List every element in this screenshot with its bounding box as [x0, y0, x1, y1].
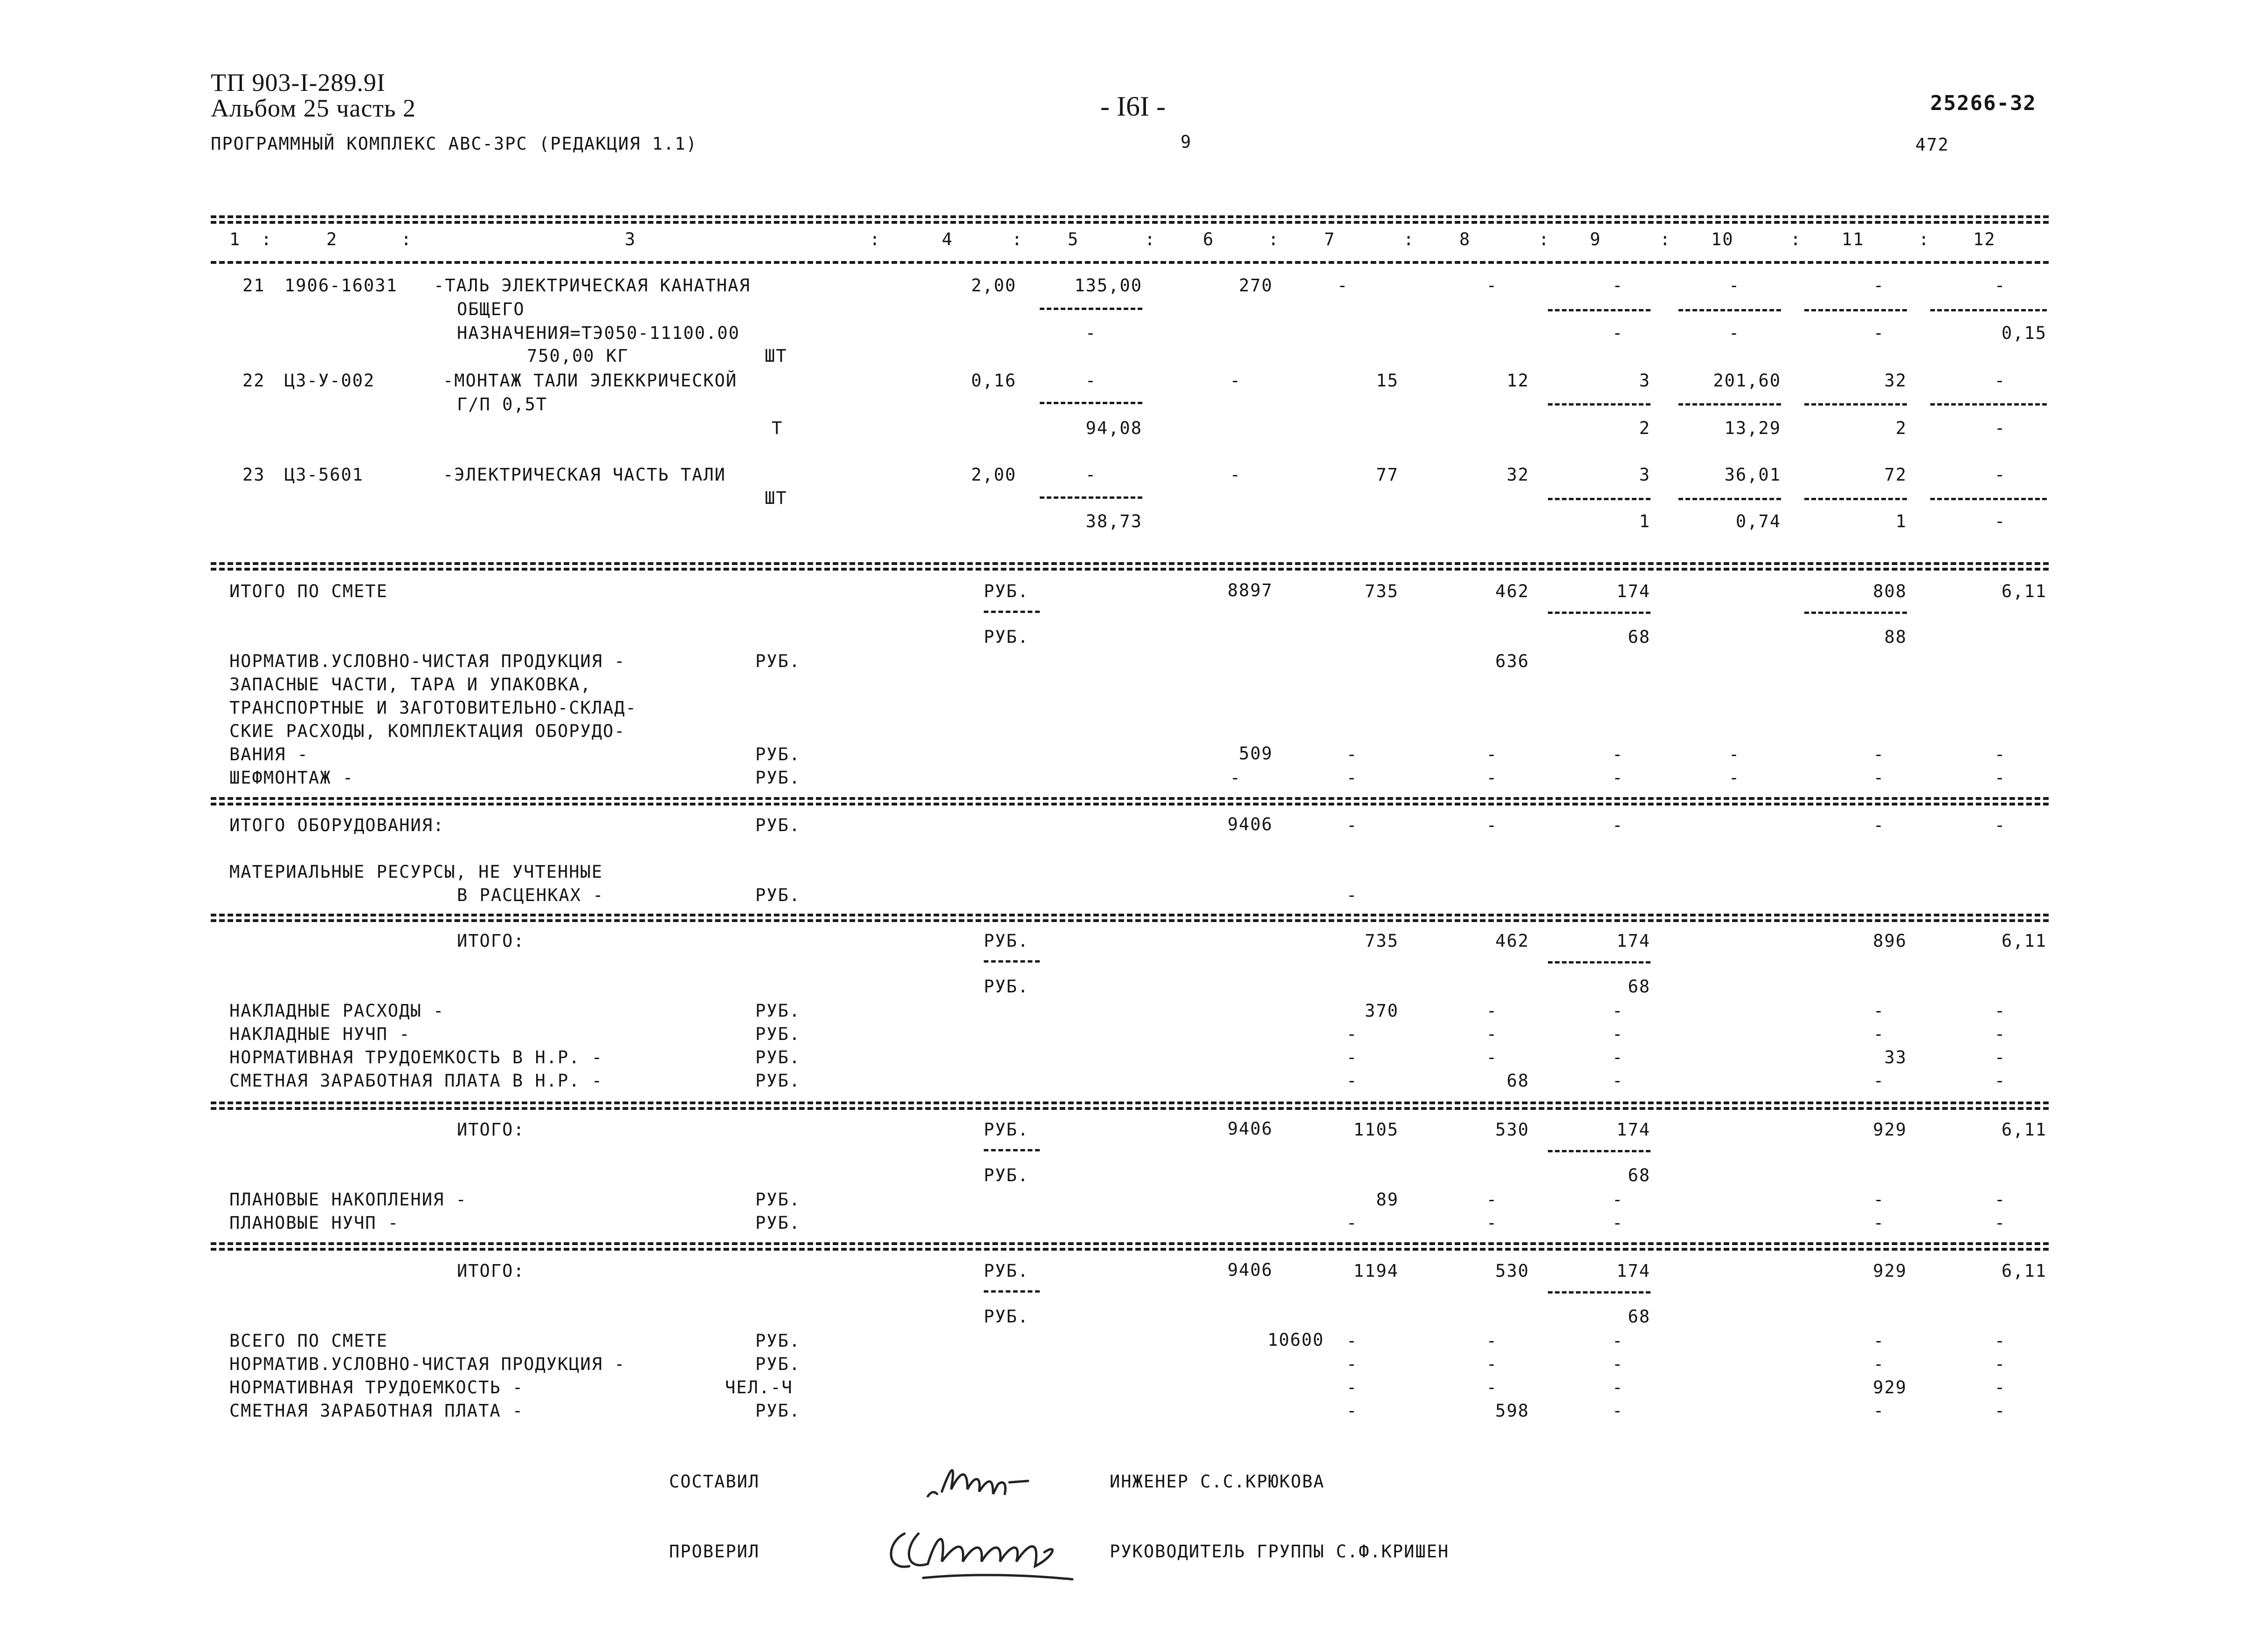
overhead-label: НАКЛАДНЫЕ НУЧП -	[229, 1024, 411, 1044]
section-rule	[211, 1101, 2049, 1104]
row-c12: -	[1994, 465, 2006, 485]
total-c6: 9406	[1227, 1260, 1273, 1280]
overhead-c8: 68	[1506, 1071, 1529, 1091]
row-quantity: 2,00	[971, 275, 1016, 296]
column-header: 9	[1590, 229, 1602, 249]
spares-line: ТРАНСПОРТНЫЕ И ЗАГОТОВИТЕЛЬНО-СКЛАД-	[229, 698, 637, 718]
total-unit: РУБ.	[984, 1120, 1029, 1140]
empty-cell: -	[1346, 1401, 1358, 1421]
row-number: 23	[242, 465, 265, 485]
empty-cell: -	[1873, 1354, 1885, 1374]
empty-cell: -	[1873, 1331, 1885, 1351]
cell-divider	[1548, 1150, 1650, 1152]
cell-divider	[1930, 309, 2047, 311]
row-c5b: 94,08	[1085, 418, 1142, 438]
empty-cell: -	[1486, 815, 1498, 835]
empty-cell: -	[1873, 1190, 1885, 1210]
total-c7: 1194	[1353, 1261, 1399, 1281]
row-c10b: -	[1728, 323, 1740, 343]
compiled-signature	[923, 1457, 1044, 1508]
empty-cell: -	[1486, 1001, 1498, 1021]
cell-divider	[1548, 498, 1650, 500]
empty-cell: -	[1994, 1377, 2006, 1397]
row-c10: 36,01	[1724, 465, 1781, 485]
total-c9b: 68	[1628, 1165, 1650, 1185]
table-top-rule	[211, 215, 2049, 218]
equipment-total-title: ИТОГО ОБОРУДОВАНИЯ:	[229, 815, 445, 835]
empty-cell: -	[1994, 815, 2006, 835]
empty-cell: -	[1486, 1331, 1498, 1351]
row-c10b: 13,29	[1724, 418, 1781, 438]
column-separator: :	[1268, 229, 1280, 249]
cell-divider	[1040, 402, 1142, 404]
summary-c6: 8897	[1227, 580, 1273, 600]
row-quantity: 2,00	[971, 465, 1016, 485]
materials-line: В РАСЦЕНКАХ -	[457, 885, 604, 905]
spares-c6: 509	[1239, 743, 1273, 764]
overhead-label: СМЕТНАЯ ЗАРАБОТНАЯ ПЛАТА В Н.Р. -	[229, 1071, 603, 1091]
planned-label: ПЛАНОВЫЕ НАКОПЛЕНИЯ -	[229, 1190, 467, 1210]
total-c9b: 68	[1628, 1307, 1650, 1327]
section-rule	[211, 562, 2049, 565]
row-name-line: -ТАЛЬ ЭЛЕКТРИЧЕСКАЯ КАНАТНАЯ	[434, 275, 751, 296]
total-c11: 896	[1873, 931, 1907, 951]
total-c9: 174	[1616, 1120, 1650, 1140]
empty-cell: -	[1994, 1331, 2006, 1351]
empty-cell: -	[1486, 1024, 1498, 1044]
materials-unit: РУБ.	[755, 885, 801, 905]
empty-cell: -	[1728, 768, 1740, 788]
row-name-line: НАЗНАЧЕНИЯ=ТЭ050-11100.00	[457, 323, 740, 343]
row-c11: -	[1873, 275, 1885, 296]
empty-cell: -	[1486, 1354, 1498, 1374]
total-unit-2: РУБ.	[984, 1307, 1029, 1327]
summary-title: ИТОГО ПО СМЕТЕ	[229, 581, 388, 601]
empty-cell: -	[1346, 1213, 1358, 1233]
empty-cell: -	[1994, 1001, 2006, 1021]
row-c9b: -	[1612, 323, 1624, 343]
empty-cell: -	[1994, 1024, 2006, 1044]
empty-cell: -	[1873, 744, 1885, 764]
total-c8: 530	[1495, 1261, 1529, 1281]
row-c5: 135,00	[1074, 275, 1142, 296]
empty-cell: -	[1486, 1047, 1498, 1067]
overhead-unit: РУБ.	[755, 1071, 801, 1091]
empty-cell: -	[1612, 1401, 1624, 1421]
empty-cell: -	[1346, 885, 1358, 905]
empty-cell: -	[1346, 1377, 1358, 1397]
row-c11b: 2	[1895, 418, 1907, 438]
row-c8: -	[1486, 275, 1498, 296]
row-c7: 15	[1376, 371, 1399, 391]
empty-cell: -	[1994, 768, 2006, 788]
overhead-unit: РУБ.	[755, 1001, 801, 1021]
final-c8: 598	[1495, 1401, 1529, 1421]
row-c9: -	[1612, 275, 1624, 296]
column-header: 11	[1842, 229, 1864, 249]
row-c12: -	[1994, 275, 2006, 296]
row-unit: Т	[772, 418, 783, 438]
planned-c7: 89	[1376, 1190, 1399, 1210]
cell-divider	[1930, 498, 2047, 500]
empty-cell: -	[1612, 1377, 1624, 1397]
empty-cell: -	[1612, 1190, 1624, 1210]
row-name-line: -МОНТАЖ ТАЛИ ЭЛЕККРИЧЕСКОЙ	[443, 371, 738, 391]
empty-cell: -	[1873, 1024, 1885, 1044]
summary-c11b: 88	[1884, 627, 1907, 647]
column-separator: :	[1145, 229, 1156, 249]
planned-unit: РУБ.	[755, 1190, 801, 1210]
sheet-number: 9	[1181, 132, 1192, 152]
column-separator: :	[870, 229, 881, 249]
row-code: Ц3-У-002	[284, 371, 375, 391]
row-c7: 77	[1376, 465, 1399, 485]
cell-divider	[1678, 309, 1781, 311]
row-c5b: -	[1085, 323, 1097, 343]
column-header: 5	[1068, 229, 1079, 249]
empty-cell: -	[1612, 1213, 1624, 1233]
empty-cell: -	[1994, 1213, 2006, 1233]
overhead-unit: РУБ.	[755, 1047, 801, 1067]
overhead-label: НОРМАТИВНАЯ ТРУДОЕМКОСТЬ В Н.Р. -	[229, 1047, 603, 1067]
row-c12: -	[1994, 371, 2006, 391]
equipment-total-c6: 9406	[1227, 814, 1273, 834]
row-c11: 32	[1884, 371, 1907, 391]
empty-cell: -	[1612, 768, 1624, 788]
empty-cell: -	[1346, 1024, 1358, 1044]
row-c10: 201,60	[1713, 371, 1781, 391]
final-label: СМЕТНАЯ ЗАРАБОТНАЯ ПЛАТА -	[229, 1401, 524, 1421]
row-c9: 3	[1639, 371, 1650, 391]
empty-cell: -	[1873, 1213, 1885, 1233]
shefmontazh-label: ШЕФМОНТАЖ -	[229, 768, 354, 788]
row-name-line: 750,00 КГ	[527, 346, 629, 366]
row-c7: -	[1337, 275, 1349, 296]
empty-cell: -	[1873, 768, 1885, 788]
overhead-c11: 33	[1884, 1047, 1907, 1067]
column-separator: :	[261, 229, 273, 249]
cell-divider	[1678, 403, 1781, 406]
shefmontazh-unit: РУБ.	[755, 768, 801, 788]
document-number: 25266-32	[1930, 91, 2037, 115]
empty-cell: -	[1994, 1354, 2006, 1374]
row-c10: -	[1728, 275, 1740, 296]
empty-cell: -	[1612, 1354, 1624, 1374]
cell-divider	[1804, 498, 1907, 500]
final-unit: РУБ.	[755, 1331, 801, 1351]
album-label: Альбом 25 часть 2	[211, 94, 416, 122]
empty-cell: -	[1873, 1401, 1885, 1421]
total-c12: 6,11	[2001, 931, 2047, 951]
ncp-unit: РУБ.	[755, 651, 801, 671]
empty-cell: -	[1346, 1071, 1358, 1091]
cell-divider	[984, 1149, 1040, 1151]
total-c12: 6,11	[2001, 1120, 2047, 1140]
total-title: ИТОГО:	[457, 931, 525, 951]
empty-cell: -	[1612, 1001, 1624, 1021]
empty-cell: -	[1486, 1190, 1498, 1210]
section-rule	[211, 914, 2049, 916]
column-separator: :	[1660, 229, 1671, 249]
empty-cell: -	[1486, 1213, 1498, 1233]
empty-cell: -	[1612, 1331, 1624, 1351]
summary-c8: 462	[1495, 581, 1529, 601]
cell-divider	[1548, 1291, 1650, 1294]
row-quantity: 0,16	[971, 371, 1016, 391]
total-c8: 462	[1495, 931, 1529, 951]
summary-c9: 174	[1616, 581, 1650, 601]
row-c9b: 1	[1639, 511, 1650, 531]
row-c9: 3	[1639, 465, 1650, 485]
row-unit: ШТ	[765, 346, 787, 366]
cell-divider	[984, 960, 1040, 963]
cell-divider	[1548, 403, 1650, 406]
row-c6: -	[1229, 465, 1242, 485]
total-c7: 735	[1365, 931, 1399, 951]
column-header: 7	[1324, 229, 1336, 249]
row-code: 1906-16031	[284, 275, 398, 296]
table-top-rule-2	[211, 221, 2049, 224]
row-c11b: -	[1873, 323, 1885, 343]
row-name-line: -ЭЛЕКТРИЧЕСКАЯ ЧАСТЬ ТАЛИ	[443, 465, 726, 485]
empty-cell: -	[1728, 744, 1740, 764]
checked-by: РУКОВОДИТЕЛЬ ГРУППЫ С.Ф.КРИШЕН	[1110, 1542, 1450, 1562]
column-separator: :	[1012, 229, 1023, 249]
total-unit-2: РУБ.	[984, 977, 1029, 997]
row-name-line: Г/П 0,5Т	[457, 394, 548, 414]
empty-cell: -	[1612, 815, 1624, 835]
column-header: 12	[1973, 229, 1996, 249]
final-c11: 929	[1873, 1377, 1907, 1397]
cell-divider	[1548, 612, 1650, 614]
row-name-line: ОБЩЕГО	[457, 299, 525, 319]
total-c7: 1105	[1353, 1120, 1399, 1140]
summary-c9b: 68	[1628, 627, 1650, 647]
cell-divider	[984, 1290, 1040, 1293]
empty-cell: -	[1994, 1071, 2006, 1091]
empty-cell: -	[1994, 744, 2006, 764]
empty-cell: -	[1612, 1047, 1624, 1067]
column-separator: :	[1919, 229, 1930, 249]
compiled-label: СОСТАВИЛ	[669, 1472, 760, 1492]
row-number: 22	[242, 371, 265, 391]
section-rule-2	[211, 919, 2049, 922]
summary-c7: 735	[1365, 581, 1399, 601]
row-number: 21	[242, 275, 265, 296]
overhead-c7: 370	[1365, 1001, 1399, 1021]
empty-cell: -	[1346, 768, 1358, 788]
ncp-c8: 636	[1495, 651, 1529, 671]
summary-c11: 808	[1873, 581, 1907, 601]
total-unit-2: РУБ.	[984, 1165, 1029, 1185]
column-header: 10	[1711, 229, 1734, 249]
row-code: Ц3-5601	[284, 465, 364, 485]
column-header: 6	[1203, 229, 1215, 249]
section-rule-2	[211, 1107, 2049, 1110]
column-header: 4	[942, 229, 953, 249]
total-c6: 9406	[1227, 1119, 1273, 1139]
column-header-rule	[211, 261, 2049, 264]
final-unit: ЧЕЛ.-Ч	[725, 1377, 793, 1397]
materials-line: МАТЕРИАЛЬНЫЕ РЕСУРСЫ, НЕ УЧТЕННЫЕ	[229, 862, 603, 882]
summary-unit-2: РУБ.	[984, 627, 1029, 647]
row-c11b: 1	[1895, 511, 1907, 531]
section-rule-2	[211, 1248, 2049, 1251]
cell-divider	[984, 611, 1040, 613]
empty-cell: -	[1486, 744, 1498, 764]
section-rule-2	[211, 803, 2049, 805]
row-c6: -	[1229, 371, 1242, 391]
total-unit: РУБ.	[984, 1261, 1029, 1281]
column-separator: :	[401, 229, 413, 249]
final-unit: РУБ.	[755, 1354, 801, 1374]
planned-label: ПЛАНОВЫЕ НУЧП -	[229, 1213, 400, 1233]
total-unit: РУБ.	[984, 931, 1029, 951]
row-c5: -	[1085, 465, 1097, 485]
summary-c12: 6,11	[2001, 581, 2047, 601]
checked-signature	[877, 1515, 1077, 1590]
total-c11: 929	[1873, 1120, 1907, 1140]
empty-cell: -	[1994, 1401, 2006, 1421]
total-title: ИТОГО:	[457, 1120, 525, 1140]
column-separator: :	[1539, 229, 1550, 249]
total-title: ИТОГО:	[457, 1261, 525, 1281]
sheet-total: 472	[1915, 135, 1949, 155]
column-header: 3	[625, 229, 636, 249]
total-c8: 530	[1495, 1120, 1529, 1140]
empty-cell: -	[1229, 768, 1242, 788]
final-unit: РУБ.	[755, 1401, 801, 1421]
row-c6: 270	[1239, 275, 1273, 296]
row-c11: 72	[1884, 465, 1907, 485]
row-c12b: 0,15	[2001, 323, 2047, 343]
column-header: 1	[229, 229, 241, 249]
empty-cell: -	[1346, 744, 1358, 764]
total-c12: 6,11	[2001, 1261, 2047, 1281]
section-rule-2	[211, 568, 2049, 571]
cell-divider	[1804, 309, 1907, 311]
planned-unit: РУБ.	[755, 1213, 801, 1233]
empty-cell: -	[1612, 744, 1624, 764]
empty-cell: -	[1486, 768, 1498, 788]
row-c5: -	[1085, 371, 1097, 391]
empty-cell: -	[1346, 1331, 1358, 1351]
compiled-by: ИНЖЕНЕР С.С.КРЮКОВА	[1110, 1472, 1325, 1492]
empty-cell: -	[1486, 1377, 1498, 1397]
spares-line: СКИЕ РАСХОДЫ, КОМПЛЕКТАЦИЯ ОБОРУДО-	[229, 721, 626, 741]
total-c9: 174	[1616, 931, 1650, 951]
empty-cell: -	[1873, 1071, 1885, 1091]
spares-unit: РУБ.	[755, 744, 801, 764]
overhead-label: НАКЛАДНЫЕ РАСХОДЫ -	[229, 1001, 445, 1021]
row-c10b: 0,74	[1735, 511, 1781, 531]
document-code: ТП 903-I-289.9I	[211, 69, 386, 96]
row-c12b: -	[1994, 418, 2006, 438]
spares-line: ЗАПАСНЫЕ ЧАСТИ, ТАРА И УПАКОВКА,	[229, 675, 592, 695]
empty-cell: -	[1994, 1190, 2006, 1210]
section-rule	[211, 1242, 2049, 1245]
cell-divider	[1930, 403, 2047, 406]
cell-divider	[1678, 498, 1781, 500]
column-header: 2	[326, 229, 338, 249]
empty-cell: -	[1994, 1047, 2006, 1067]
row-c12b: -	[1994, 511, 2006, 531]
empty-cell: -	[1346, 1047, 1358, 1067]
spares-line: ВАНИЯ -	[229, 744, 309, 764]
row-unit: ШТ	[765, 488, 787, 508]
empty-cell: -	[1873, 815, 1885, 835]
total-c9: 174	[1616, 1261, 1650, 1281]
column-header: 8	[1459, 229, 1471, 249]
overhead-unit: РУБ.	[755, 1024, 801, 1044]
total-c9b: 68	[1628, 977, 1650, 997]
row-c9b: 2	[1639, 418, 1650, 438]
empty-cell: -	[1346, 1354, 1358, 1374]
cell-divider	[1040, 496, 1142, 499]
empty-cell: -	[1612, 1071, 1624, 1091]
equipment-total-unit: РУБ.	[755, 815, 801, 835]
cell-divider	[1804, 403, 1907, 406]
column-separator: :	[1790, 229, 1802, 249]
final-c6: 10600	[1267, 1330, 1324, 1350]
empty-cell: -	[1346, 815, 1358, 835]
final-label: ВСЕГО ПО СМЕТЕ	[229, 1331, 388, 1351]
row-c8: 12	[1506, 371, 1529, 391]
cell-divider	[1548, 309, 1650, 311]
cell-divider	[1040, 308, 1142, 310]
final-label: НОРМАТИВ.УСЛОВНО-ЧИСТАЯ ПРОДУКЦИЯ -	[229, 1354, 626, 1374]
summary-unit: РУБ.	[984, 581, 1029, 601]
empty-cell: -	[1873, 1001, 1885, 1021]
column-separator: :	[1403, 229, 1415, 249]
ncp-label: НОРМАТИВ.УСЛОВНО-ЧИСТАЯ ПРОДУКЦИЯ -	[229, 651, 626, 671]
section-rule	[211, 797, 2049, 800]
page-number: - I6I -	[1100, 91, 1166, 122]
row-c5b: 38,73	[1085, 511, 1142, 531]
checked-label: ПРОВЕРИЛ	[669, 1542, 760, 1562]
empty-cell: -	[1612, 1024, 1624, 1044]
cell-divider	[1804, 612, 1907, 614]
row-c8: 32	[1506, 465, 1529, 485]
total-c11: 929	[1873, 1261, 1907, 1281]
final-label: НОРМАТИВНАЯ ТРУДОЕМКОСТЬ -	[229, 1377, 524, 1397]
cell-divider	[1548, 961, 1650, 964]
program-title: ПРОГРАММНЫЙ КОМПЛЕКС АВС-3РС (РЕДАКЦИЯ 1.1)	[211, 134, 697, 154]
